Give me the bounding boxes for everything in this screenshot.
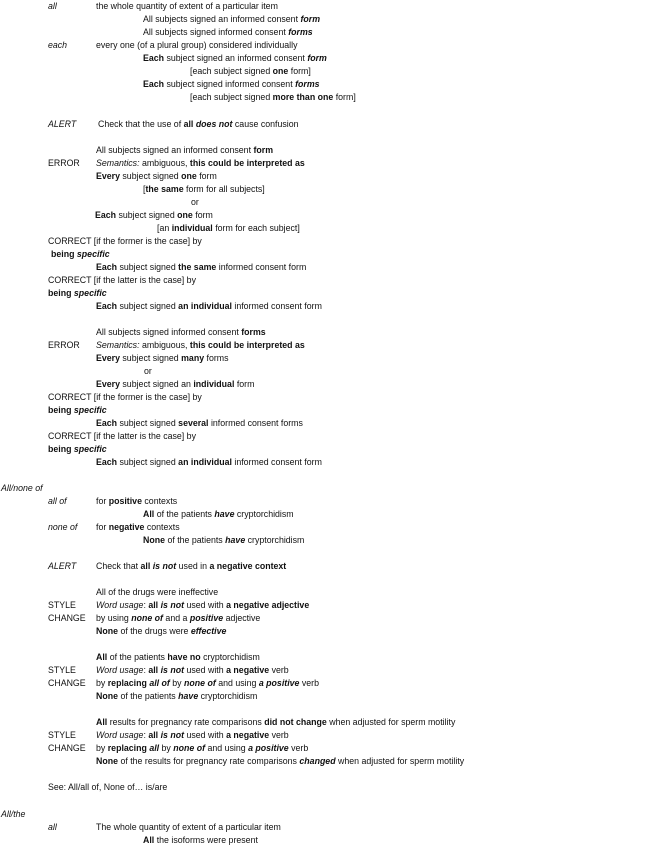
text-run: ALERT — [48, 119, 77, 129]
being-specific — [48, 405, 107, 416]
text-run: Each — [96, 418, 118, 428]
text-run: being — [48, 444, 74, 454]
text-run: specific — [76, 249, 110, 259]
text-run: and using — [205, 743, 249, 753]
text-run: changed — [299, 756, 336, 766]
example-sentence — [143, 509, 294, 520]
text-run: Word usage — [96, 730, 144, 740]
text-run: this could be interpreted as — [189, 158, 305, 168]
text-run: all of — [149, 678, 170, 688]
text-run: a positive — [248, 743, 289, 753]
text-run: a negative adjective — [226, 600, 310, 610]
text-run: subjects signed informed consent — [152, 27, 289, 37]
text-run: have no — [167, 652, 201, 662]
text-run: All of the drugs were ineffective — [96, 587, 219, 597]
style-label — [48, 665, 76, 676]
correct-example — [96, 691, 257, 702]
text-run: many — [181, 353, 205, 363]
text-run: all — [148, 665, 159, 675]
text-run: specific — [73, 444, 107, 454]
text-run: subjects signed an informed consent — [105, 145, 254, 155]
text-run: CHANGE — [48, 743, 86, 753]
text-run: STYLE — [48, 665, 76, 675]
entry-label — [48, 522, 77, 533]
text-run: for — [96, 496, 109, 506]
text-run: each — [48, 40, 68, 50]
text-run: informed consent form — [231, 301, 322, 311]
text-run: used with — [184, 600, 227, 610]
text-run: none of — [173, 743, 206, 753]
change-text — [96, 613, 260, 624]
correct-label — [48, 392, 202, 403]
example-sentence — [96, 145, 273, 156]
text-run: form — [196, 171, 217, 181]
text-run: of the patients — [165, 535, 226, 545]
text-run: [an — [157, 223, 172, 233]
or-text — [144, 366, 152, 377]
text-run: [ — [143, 184, 146, 194]
text-run: results for pregnancy rate comparisons — [107, 717, 265, 727]
example-sentence — [96, 353, 229, 364]
word-usage-note — [96, 600, 309, 611]
text-run: subject signed — [117, 262, 179, 272]
text-run: Each — [96, 262, 118, 272]
text-run: Semantics: — [96, 158, 140, 168]
text-run: : — [143, 600, 149, 610]
text-run: being — [51, 249, 77, 259]
text-run: the same — [178, 262, 217, 272]
text-run: form for all subjects] — [183, 184, 265, 194]
text-run: and a — [162, 613, 190, 623]
example-sentence — [96, 171, 217, 182]
example-sentence — [143, 27, 313, 38]
text-run: subject signed — [119, 171, 182, 181]
text-run: subject signed informed consent — [164, 79, 296, 89]
text-run: the whole quantity of extent of a particular item — [96, 1, 278, 11]
error-label — [48, 158, 80, 169]
example-sentence — [143, 14, 320, 25]
text-run: is not — [152, 561, 177, 571]
example-sentence — [143, 53, 327, 64]
text-run: All — [96, 327, 106, 337]
text-run: Every — [96, 353, 120, 363]
text-run: none of — [131, 613, 163, 623]
text-run: contexts — [141, 496, 178, 506]
example-sentence — [96, 717, 455, 728]
text-run: all — [48, 822, 57, 832]
text-run: when adjusted for sperm motility — [326, 717, 456, 727]
example-sentence — [95, 210, 213, 221]
text-run: form] — [333, 92, 356, 102]
text-run: All — [96, 652, 108, 662]
text-run: subject signed — [117, 457, 179, 467]
text-run: a negative context — [209, 561, 287, 571]
text-run: subject signed — [116, 210, 178, 220]
word-usage-note — [96, 730, 289, 741]
text-run: specific — [73, 288, 107, 298]
text-run: form] — [288, 66, 311, 76]
text-run: Check that the use of — [98, 119, 184, 129]
text-run: verb — [288, 743, 309, 753]
text-run: the same — [145, 184, 184, 194]
text-run: contexts — [144, 522, 180, 532]
text-run: all — [149, 743, 160, 753]
text-run: Word usage — [96, 600, 144, 610]
text-run: ambiguous, — [139, 340, 190, 350]
entry-label — [48, 40, 67, 51]
text-run: informed consent form — [231, 457, 322, 467]
text-run: when adjusted for sperm motility — [335, 756, 465, 766]
text-run: subject signed — [119, 353, 182, 363]
text-run: of the patients — [118, 691, 179, 701]
text-run: Each — [96, 301, 118, 311]
text-run: Word usage — [96, 665, 144, 675]
text-run: Semantics: — [96, 340, 140, 350]
text-run: The whole quantity of extent of a particular item — [96, 822, 281, 832]
text-run: form — [234, 379, 255, 389]
text-run: verb — [269, 730, 289, 740]
text-run: All — [143, 835, 155, 845]
text-run: None — [143, 535, 165, 545]
text-run: used with — [184, 730, 227, 740]
text-run: : — [143, 665, 149, 675]
text-run: informed consent forms — [208, 418, 303, 428]
text-run: All/none of — [1, 483, 43, 493]
correct-example — [96, 626, 226, 637]
definition-text — [96, 822, 281, 833]
example-sentence — [96, 379, 254, 390]
text-run: have — [225, 535, 246, 545]
text-run: STYLE — [48, 730, 76, 740]
text-run: forms — [241, 327, 266, 337]
text-run: this could be interpreted as — [189, 340, 305, 350]
alert-label — [48, 561, 76, 572]
text-run: used in — [176, 561, 210, 571]
alert-text — [96, 561, 286, 572]
text-run: None — [96, 626, 118, 636]
example-sentence — [143, 79, 320, 90]
text-run: forms — [295, 79, 320, 89]
section-heading — [1, 483, 43, 494]
text-run: Each — [96, 457, 118, 467]
see-also-reference — [48, 782, 167, 793]
text-run: being — [48, 288, 74, 298]
text-run: all — [148, 600, 159, 610]
text-run: all — [148, 730, 159, 740]
text-run: cryptorchidism — [234, 509, 294, 519]
text-run: informed consent form — [216, 262, 307, 272]
text-run: is not — [160, 600, 185, 610]
definition-text — [96, 522, 180, 533]
text-run: All — [96, 145, 106, 155]
text-run: all — [183, 119, 194, 129]
text-run: of the results for pregnancy rate comparisons — [118, 756, 300, 766]
alert-label — [48, 119, 76, 130]
example-gloss — [157, 223, 300, 234]
word-usage-note — [96, 665, 289, 676]
text-run: every one (of a plural group) considered individually — [96, 40, 298, 50]
text-run: all — [140, 561, 151, 571]
text-run: or — [144, 366, 152, 376]
text-run: several — [178, 418, 209, 428]
text-run: Each — [95, 210, 117, 220]
text-run: one — [181, 171, 197, 181]
text-run: subject signed — [117, 301, 179, 311]
text-run: CORRECT [if the former is the case] by — [48, 236, 202, 246]
text-run: Every — [96, 379, 120, 389]
text-run: for — [96, 522, 109, 532]
change-label — [48, 743, 86, 754]
text-run: None — [96, 691, 118, 701]
text-run: : — [143, 730, 149, 740]
text-run: negative — [108, 522, 145, 532]
style-label — [48, 600, 76, 611]
text-run: Every — [96, 171, 120, 181]
text-run: replacing — [107, 743, 147, 753]
text-run: Check that — [96, 561, 141, 571]
text-run: Each — [143, 79, 165, 89]
entry-label — [48, 822, 57, 833]
example-gloss — [190, 66, 311, 77]
text-run: by — [96, 678, 108, 688]
example-gloss — [190, 92, 356, 103]
text-run: by — [159, 743, 174, 753]
text-run: ambiguous, — [139, 158, 190, 168]
text-run: form for each subject] — [212, 223, 300, 233]
correct-label — [48, 236, 202, 247]
text-run: all — [48, 1, 57, 11]
text-run: and using — [215, 678, 259, 688]
example-sentence — [96, 327, 266, 338]
text-run: All — [143, 509, 155, 519]
text-run: effective — [190, 626, 227, 636]
change-label — [48, 678, 86, 689]
text-run: Each — [143, 53, 165, 63]
text-run: verb — [269, 665, 289, 675]
text-run: all of — [48, 496, 67, 506]
being-specific — [48, 288, 107, 299]
correct-example — [96, 262, 306, 273]
text-run: verb — [299, 678, 319, 688]
text-run: [each — [190, 92, 212, 102]
text-run: more than one — [272, 92, 334, 102]
text-run: none of — [184, 678, 216, 688]
correct-label — [48, 275, 196, 286]
text-run: [each — [190, 66, 212, 76]
text-run: ERROR — [48, 340, 80, 350]
text-run: form — [253, 145, 274, 155]
text-run: CHANGE — [48, 613, 86, 623]
correct-example — [96, 457, 322, 468]
text-run: STYLE — [48, 600, 76, 610]
text-run: one — [177, 210, 193, 220]
error-label — [48, 340, 80, 351]
text-run: All — [143, 14, 153, 24]
text-run: did not change — [264, 717, 327, 727]
text-run: have — [178, 691, 199, 701]
text-run: ERROR — [48, 158, 80, 168]
text-run: All/the — [1, 809, 26, 819]
section-heading — [1, 809, 25, 820]
text-run: replacing — [107, 678, 147, 688]
example-sentence — [143, 835, 258, 846]
text-run: a positive — [258, 678, 300, 688]
semantics-note — [96, 340, 305, 351]
semantics-note — [96, 158, 305, 169]
example-sentence — [96, 652, 260, 663]
text-run: cause confusion — [232, 119, 299, 129]
correct-example — [96, 301, 322, 312]
text-run: subject signed an — [119, 379, 194, 389]
text-run: being — [48, 405, 74, 415]
text-run: of the patients — [107, 652, 168, 662]
text-run: subject signed — [117, 418, 179, 428]
text-run: by — [169, 678, 185, 688]
example-sentence — [143, 535, 304, 546]
text-run: None — [96, 756, 118, 766]
text-run: subject signed an informed consent — [164, 53, 308, 63]
text-run: CHANGE — [48, 678, 86, 688]
text-run: ALERT — [48, 561, 77, 571]
entry-label — [48, 1, 57, 12]
text-run: does not — [195, 119, 233, 129]
text-run: a negative — [226, 730, 270, 740]
text-run: form — [307, 53, 327, 63]
change-text — [96, 678, 319, 689]
text-run: forms — [288, 27, 313, 37]
text-run: form — [300, 14, 321, 24]
text-run: of the patients — [154, 509, 215, 519]
text-run: by — [96, 743, 108, 753]
text-run: cryptorchidism — [245, 535, 305, 545]
text-run: individual — [193, 379, 235, 389]
text-run: used with — [184, 665, 227, 675]
text-run: See: All/all of, None of… is/are — [48, 782, 168, 792]
text-run: the isoforms were present — [154, 835, 258, 845]
text-run: a negative — [226, 665, 270, 675]
text-run: All — [143, 27, 153, 37]
text-run: of the drugs were — [118, 626, 191, 636]
text-run: forms — [204, 353, 229, 363]
text-run: CORRECT [if the former is the case] by — [48, 392, 202, 402]
text-run: All — [96, 717, 108, 727]
text-run: is not — [160, 665, 185, 675]
being-specific — [48, 444, 107, 455]
text-run: CORRECT [if the latter is the case] by — [48, 275, 196, 285]
definition-text — [96, 496, 177, 507]
text-run: is not — [160, 730, 185, 740]
being-specific — [51, 249, 110, 260]
text-run: none of — [48, 522, 78, 532]
correct-label — [48, 431, 196, 442]
text-run: specific — [73, 405, 107, 415]
text-run: one — [272, 66, 289, 76]
text-run: positive — [108, 496, 142, 506]
text-run: an individual — [178, 457, 232, 467]
text-run: subjects signed informed consent — [105, 327, 242, 337]
text-run: by using — [96, 613, 132, 623]
correct-example — [96, 418, 303, 429]
example-sentence — [96, 587, 218, 598]
text-run: form — [192, 210, 213, 220]
text-run: adjective — [223, 613, 261, 623]
text-run: have — [214, 509, 235, 519]
change-text — [96, 743, 308, 754]
text-run: CORRECT [if the latter is the case] by — [48, 431, 196, 441]
example-gloss — [143, 184, 265, 195]
definition-text — [96, 1, 278, 12]
definition-text — [96, 40, 297, 51]
or-text — [191, 197, 199, 208]
text-run: subject signed — [211, 66, 273, 76]
change-label — [48, 613, 86, 624]
text-run: subjects signed an informed consent — [152, 14, 301, 24]
entry-label — [48, 496, 67, 507]
text-run: an individual — [178, 301, 232, 311]
style-label — [48, 730, 76, 741]
alert-text — [98, 119, 299, 130]
text-run: individual — [171, 223, 213, 233]
text-run: positive — [189, 613, 224, 623]
text-run: or — [191, 197, 199, 207]
text-run: cryptorchidism — [198, 691, 258, 701]
correct-example — [96, 756, 464, 767]
text-run: cryptorchidism — [200, 652, 260, 662]
text-run: subject signed — [211, 92, 273, 102]
